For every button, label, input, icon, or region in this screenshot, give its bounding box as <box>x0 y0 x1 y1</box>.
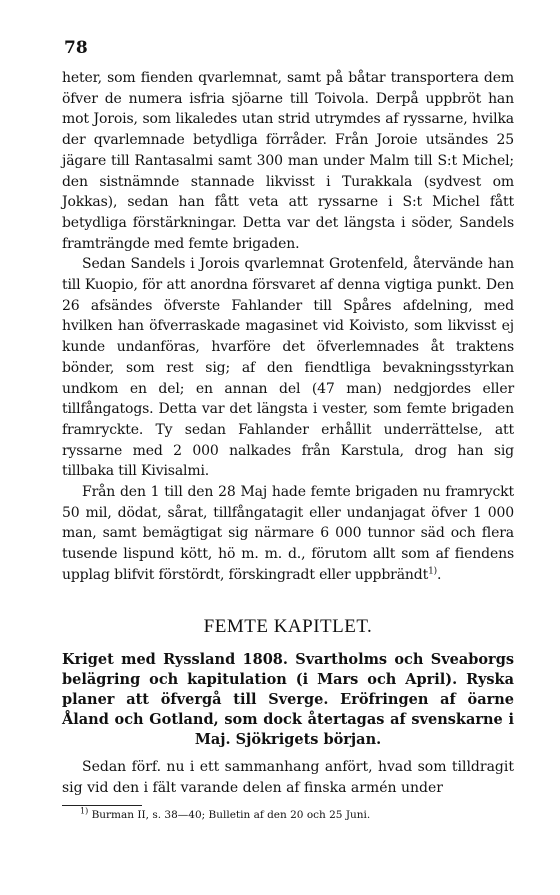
paragraph-2: Sedan Sandels i Jorois qvarlemnat Grotenfeld, återvände han till Kuopio, för att anordna försvaret af denna vigtiga punkt. Den 26 afsändes öfverste Fahlander till Spåres afdelning, med hvilken han öfverraskade magasinet vid Koivisto, som likvisst ej kunde undanföras, hvarföre det öfverlemnades åt traktens bönder, som rest sig; af den fiendtliga bevakningsstyrkan undkom en del; en annan del (47 man) nedgjordes eller tillfångatogs. Detta var det längsta i vester, som femte brigaden framryckte. Ty sedan Fahlander erhållit underrättelse, att ryssarne med 2 000 nalkades från Karstula, drog han sig tillbaka till Kivisalmi. <box>62 256 514 480</box>
footnote-divider <box>62 805 142 806</box>
paragraph-3: Från den 1 till den 28 Maj hade femte brigaden nu framryckt 50 mil, dödat, sårat, tillfångatagit eller undanjagat öfver 1 000 man, samt bemägtigat sig närmare 6 000 tunnor säd och flera tusende lispund kött, hö m. m. d., förutom allt som af fiendens upplag blifvit förstördt, förskingradt eller uppbrändt$^{1)}$. <box>62 484 514 583</box>
paragraph-1: heter, som fienden qvarlemnat, samt på båtar transportera dem öfver de numera isfria sjöarne till Toivola. Derpå uppbröt han mot Jorois, som likaledes utan strid utrymdes af ryssarne, hvilka der qvarlemnade betydliga förråder. Från Joroie utsändes 25 jägare till Rantasalmi samt 300 man under Malm till S:t Michel; den sistnämnde stannade likvisst i Turakkala (sydvest om Jokkas), sedan han fått veta att ryssarne i S:t Michel fått betydliga förstärkningar. Detta var det längsta i söder, Sandels framträngde med femte brigaden. <box>62 70 514 252</box>
footnote <box>80 808 510 822</box>
page-number: 78 <box>64 38 88 58</box>
footnote-mark: 1) <box>80 806 89 816</box>
paragraph-3-text: Från den 1 till den 28 Maj hade femte brigaden nu framryckt 50 mil, dödat, sårat, tillfångatagit eller undanjagat öfver 1 000 man, samt bemägtigat sig närmare 6 000 tunnor säd och flera tusende lispund kött, hö m. m. d., förutom allt som af fiendens upplag blifvit förstördt, förskingradt eller uppbrändt <box>62 484 514 583</box>
footnote-reference: 1) <box>428 566 438 577</box>
body-text <box>62 68 514 586</box>
chapter-summary: Kriget med Ryssland 1808. Svartholms och Sveaborgs belägring och kapitulation (i Mars och April). Ryska planer att öfvergå till Sverge. Eröfringen af öarne Åland och Gotland, som dock återtagas af svenskarne i Maj. Sjökrigets början. <box>62 651 514 748</box>
footnote-text: Burman II, s. 38—40; Bulletin af den 20 och 25 Juni. <box>91 809 371 821</box>
chapter-heading: FEMTE KAPITLET. <box>203 616 373 637</box>
continuation-paragraph: Sedan förf. nu i ett sammanhang anfört, hvad som tilldragit sig vid den i fält varande delen af finska armén under <box>62 759 514 796</box>
